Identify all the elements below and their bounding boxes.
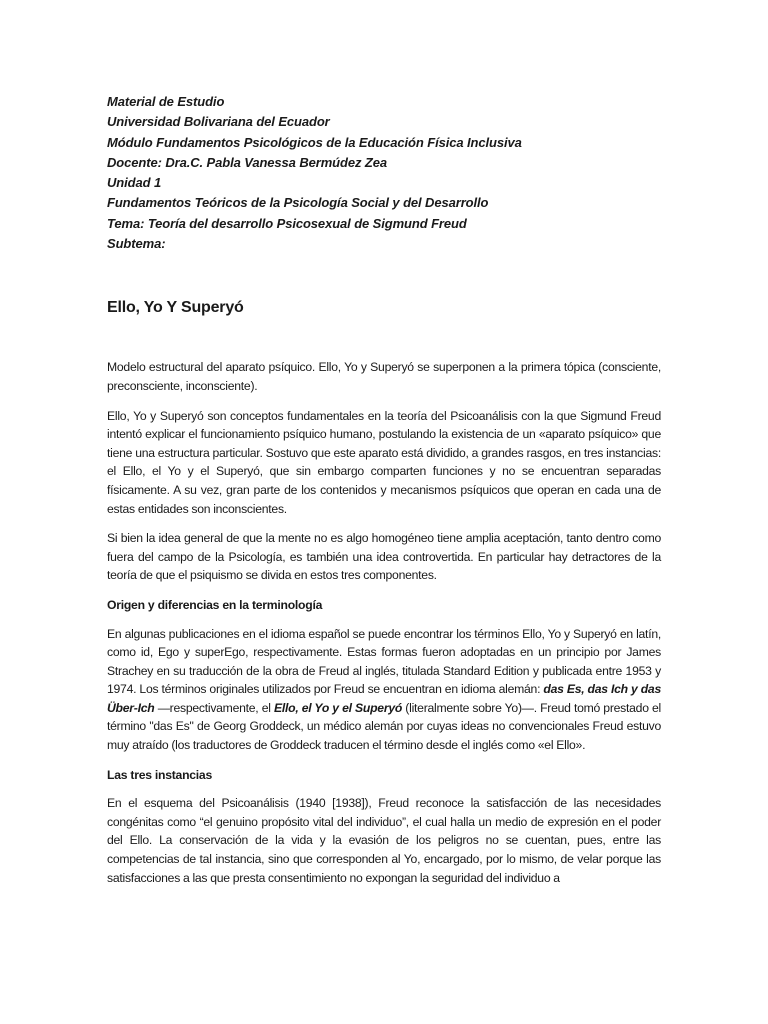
paragraph-scheme: En el esquema del Psicoanálisis (1940 [1938]), Freud reconoce la satisfacción de las necesidades congénitas como “el genuino propósito vital del individuo”, el cual halla un medio de expresión en el poder del Ello. La conservación de la vida y la evasión de los peligros no se cuentan, pues, entre las competencias de tal instancia, sino que corresponden al Yo, encargado, por lo mismo, de velar porque las satisfacciones a las que presta consentimiento no expongan la seguridad del individuo a [107, 796, 661, 885]
terminology-text-c: —respectivamente, el [154, 700, 274, 715]
header-module: Módulo Fundamentos Psicológicos de la Educación Física Inclusiva [107, 134, 522, 150]
document-header [107, 92, 661, 254]
paragraph-terminology [107, 625, 661, 755]
page-title: Ello, Yo Y Superyó [107, 299, 244, 317]
paragraph-structural-model: Modelo estructural del aparato psíquico. Ello, Yo y Superyó se superponen a la primera tópica (consciente, preconsciente, inconsciente). [107, 360, 661, 393]
terminology-text-e: (literalmente sobre Yo)—. Freud tomó prestado el término "das Es" de Georg Groddeck, un médico alemán por cuyas ideas no convencionales Freud estuvo muy atraído (los traductores de Groddeck traducen el término desde el inglés como «el Ello». [107, 700, 661, 753]
header-university: Universidad Bolivariana del Ecuador [107, 114, 330, 130]
header-topic: Tema: Teoría del desarrollo Psicosexual de Sigmund Freud [107, 215, 467, 231]
terminology-text-a: En algunas publicaciones en el idioma español se puede encontrar los términos Ello, Yo y Superyó en latín, como id, Ego y superEgo, respectivamente. Estas formas fueron adoptadas en un principio por James Strachey en su traducción de la obra de Freud al inglés, titulada Standard Edition y publicada entre 1953 y 1974. Los términos originales utilizados por Freud se encuentran en idioma alemán: [107, 626, 661, 697]
header-foundations: Fundamentos Teóricos de la Psicología Social y del Desarrollo [107, 195, 489, 211]
terminology-german-terms: das Es, das Ich y das Über-Ich [107, 682, 661, 715]
document-page [107, 92, 661, 898]
header-subtopic: Subtema: [107, 236, 166, 252]
terminology-spanish-terms: Ello, el Yo y el Superyó [273, 700, 403, 715]
subheading-origin: Origen y diferencias en la terminología [107, 597, 323, 612]
header-unit: Unidad 1 [107, 175, 162, 191]
header-study-material: Material de Estudio [107, 94, 225, 109]
paragraph-controversy: Si bien la idea general de que la mente no es algo homogéneo tiene amplia aceptación, tanto dentro como fuera del campo de la Psicología, es también una idea controvertida. En particular hay detractores de la teoría de que el psiquismo se divida en estos tres componentes. [107, 531, 661, 583]
subheading-three-instances: Las tres instancias [107, 767, 212, 782]
header-teacher: Docente: Dra.C. Pabla Vanessa Bermúdez Zea [107, 154, 387, 170]
paragraph-fundamental-concepts: Ello, Yo y Superyó son conceptos fundamentales en la teoría del Psicoanálisis con la que Sigmund Freud intentó explicar el funcionamiento psíquico humano, postulando la existencia de un «aparato psíquico» que tiene una estructura particular. Sostuvo que este aparato está dividido, a grandes rasgos, en tres instancias: el Ello, el Yo y el Superyó, que sin embargo comparten funciones y no se encuentran separadas físicamente. A su vez, gran parte de los contenidos y mecanismos psíquicos que operan en cada una de estas entidades son inconscientes. [107, 408, 661, 516]
